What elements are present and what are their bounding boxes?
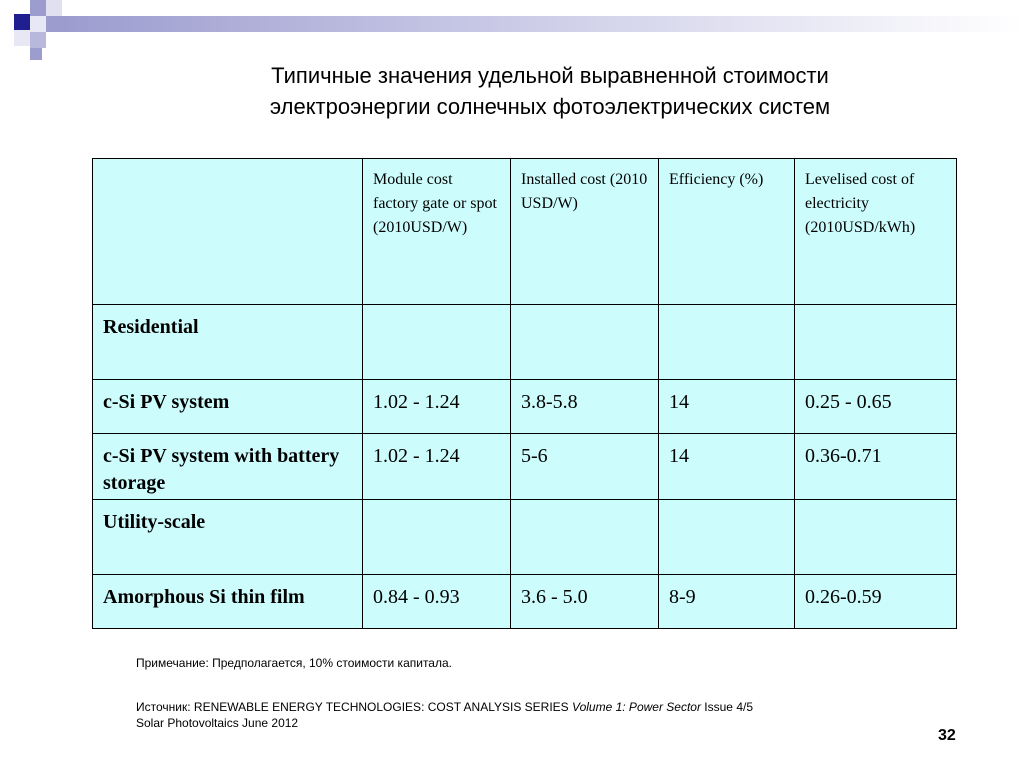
table-cell [659,305,795,380]
table-cell: 3.6 - 5.0 [511,575,659,629]
row-label: c-Si PV system [93,380,363,434]
deco-square-light [30,0,46,16]
table-cell [511,305,659,380]
table-row [93,500,957,575]
table-cell: 0.26-0.59 [795,575,957,629]
source-citation [136,699,896,731]
table-cell [363,500,511,575]
table-header-cell: Efficiency (%) [659,159,795,305]
deco-square-faint [30,16,46,32]
deco-square-dark [14,14,30,30]
source-line-1 [136,699,896,715]
table-cell [363,305,511,380]
table-header-cell: Module cost factory gate or spot (2010USD/W) [363,159,511,305]
deco-square-light [30,32,46,48]
table-row [93,434,957,500]
table-row [93,305,957,380]
table-cell: 14 [659,434,795,500]
deco-square-light [46,16,62,32]
header-gradient-bar [62,16,1024,32]
table-cell: 0.36-0.71 [795,434,957,500]
row-label: Residential [93,305,363,380]
row-label: Amorphous Si thin film [93,575,363,629]
slide-title [180,60,920,122]
source-suffix: Issue 4/5 [700,700,753,714]
table-cell [795,500,957,575]
source-line-2: Solar Photovoltaics June 2012 [136,716,299,730]
title-line-1: Типичные значения удельной выравненной стоимости [271,63,829,88]
cost-table [92,158,957,629]
table-cell: 8-9 [659,575,795,629]
row-label: Utility-scale [93,500,363,575]
row-label: c-Si PV system with battery storage [93,434,363,500]
table-cell: 14 [659,380,795,434]
table-header-cell: Levelised cost of electricity (2010USD/kWh) [795,159,957,305]
source-italic: Volume 1: Power Sector [572,700,701,714]
table-cell [511,500,659,575]
table-cell: 1.02 - 1.24 [363,380,511,434]
table-cell [659,500,795,575]
table-cell: 3.8-5.8 [511,380,659,434]
page-number: 32 [938,727,956,744]
footnote: Примечание: Предполагается, 10% стоимости капитала. [136,656,452,670]
table-cell: 5-6 [511,434,659,500]
source-prefix: Источник: RENEWABLE ENERGY TECHNOLOGIES: COST ANALYSIS SERIES [136,700,573,714]
table-cell: 0.84 - 0.93 [363,575,511,629]
deco-square-light [30,48,42,60]
table-header-cell [93,159,363,305]
deco-square-faint [46,0,62,16]
table-cell: 1.02 - 1.24 [363,434,511,500]
deco-square-faint [14,30,30,46]
table-header-cell: Installed cost (2010 USD/W) [511,159,659,305]
title-line-2: электроэнергии солнечных фотоэлектрических систем [269,94,831,119]
table-row [93,575,957,629]
table-cell: 0.25 - 0.65 [795,380,957,434]
table-row [93,380,957,434]
table-header-row [93,159,957,305]
table-cell [795,305,957,380]
